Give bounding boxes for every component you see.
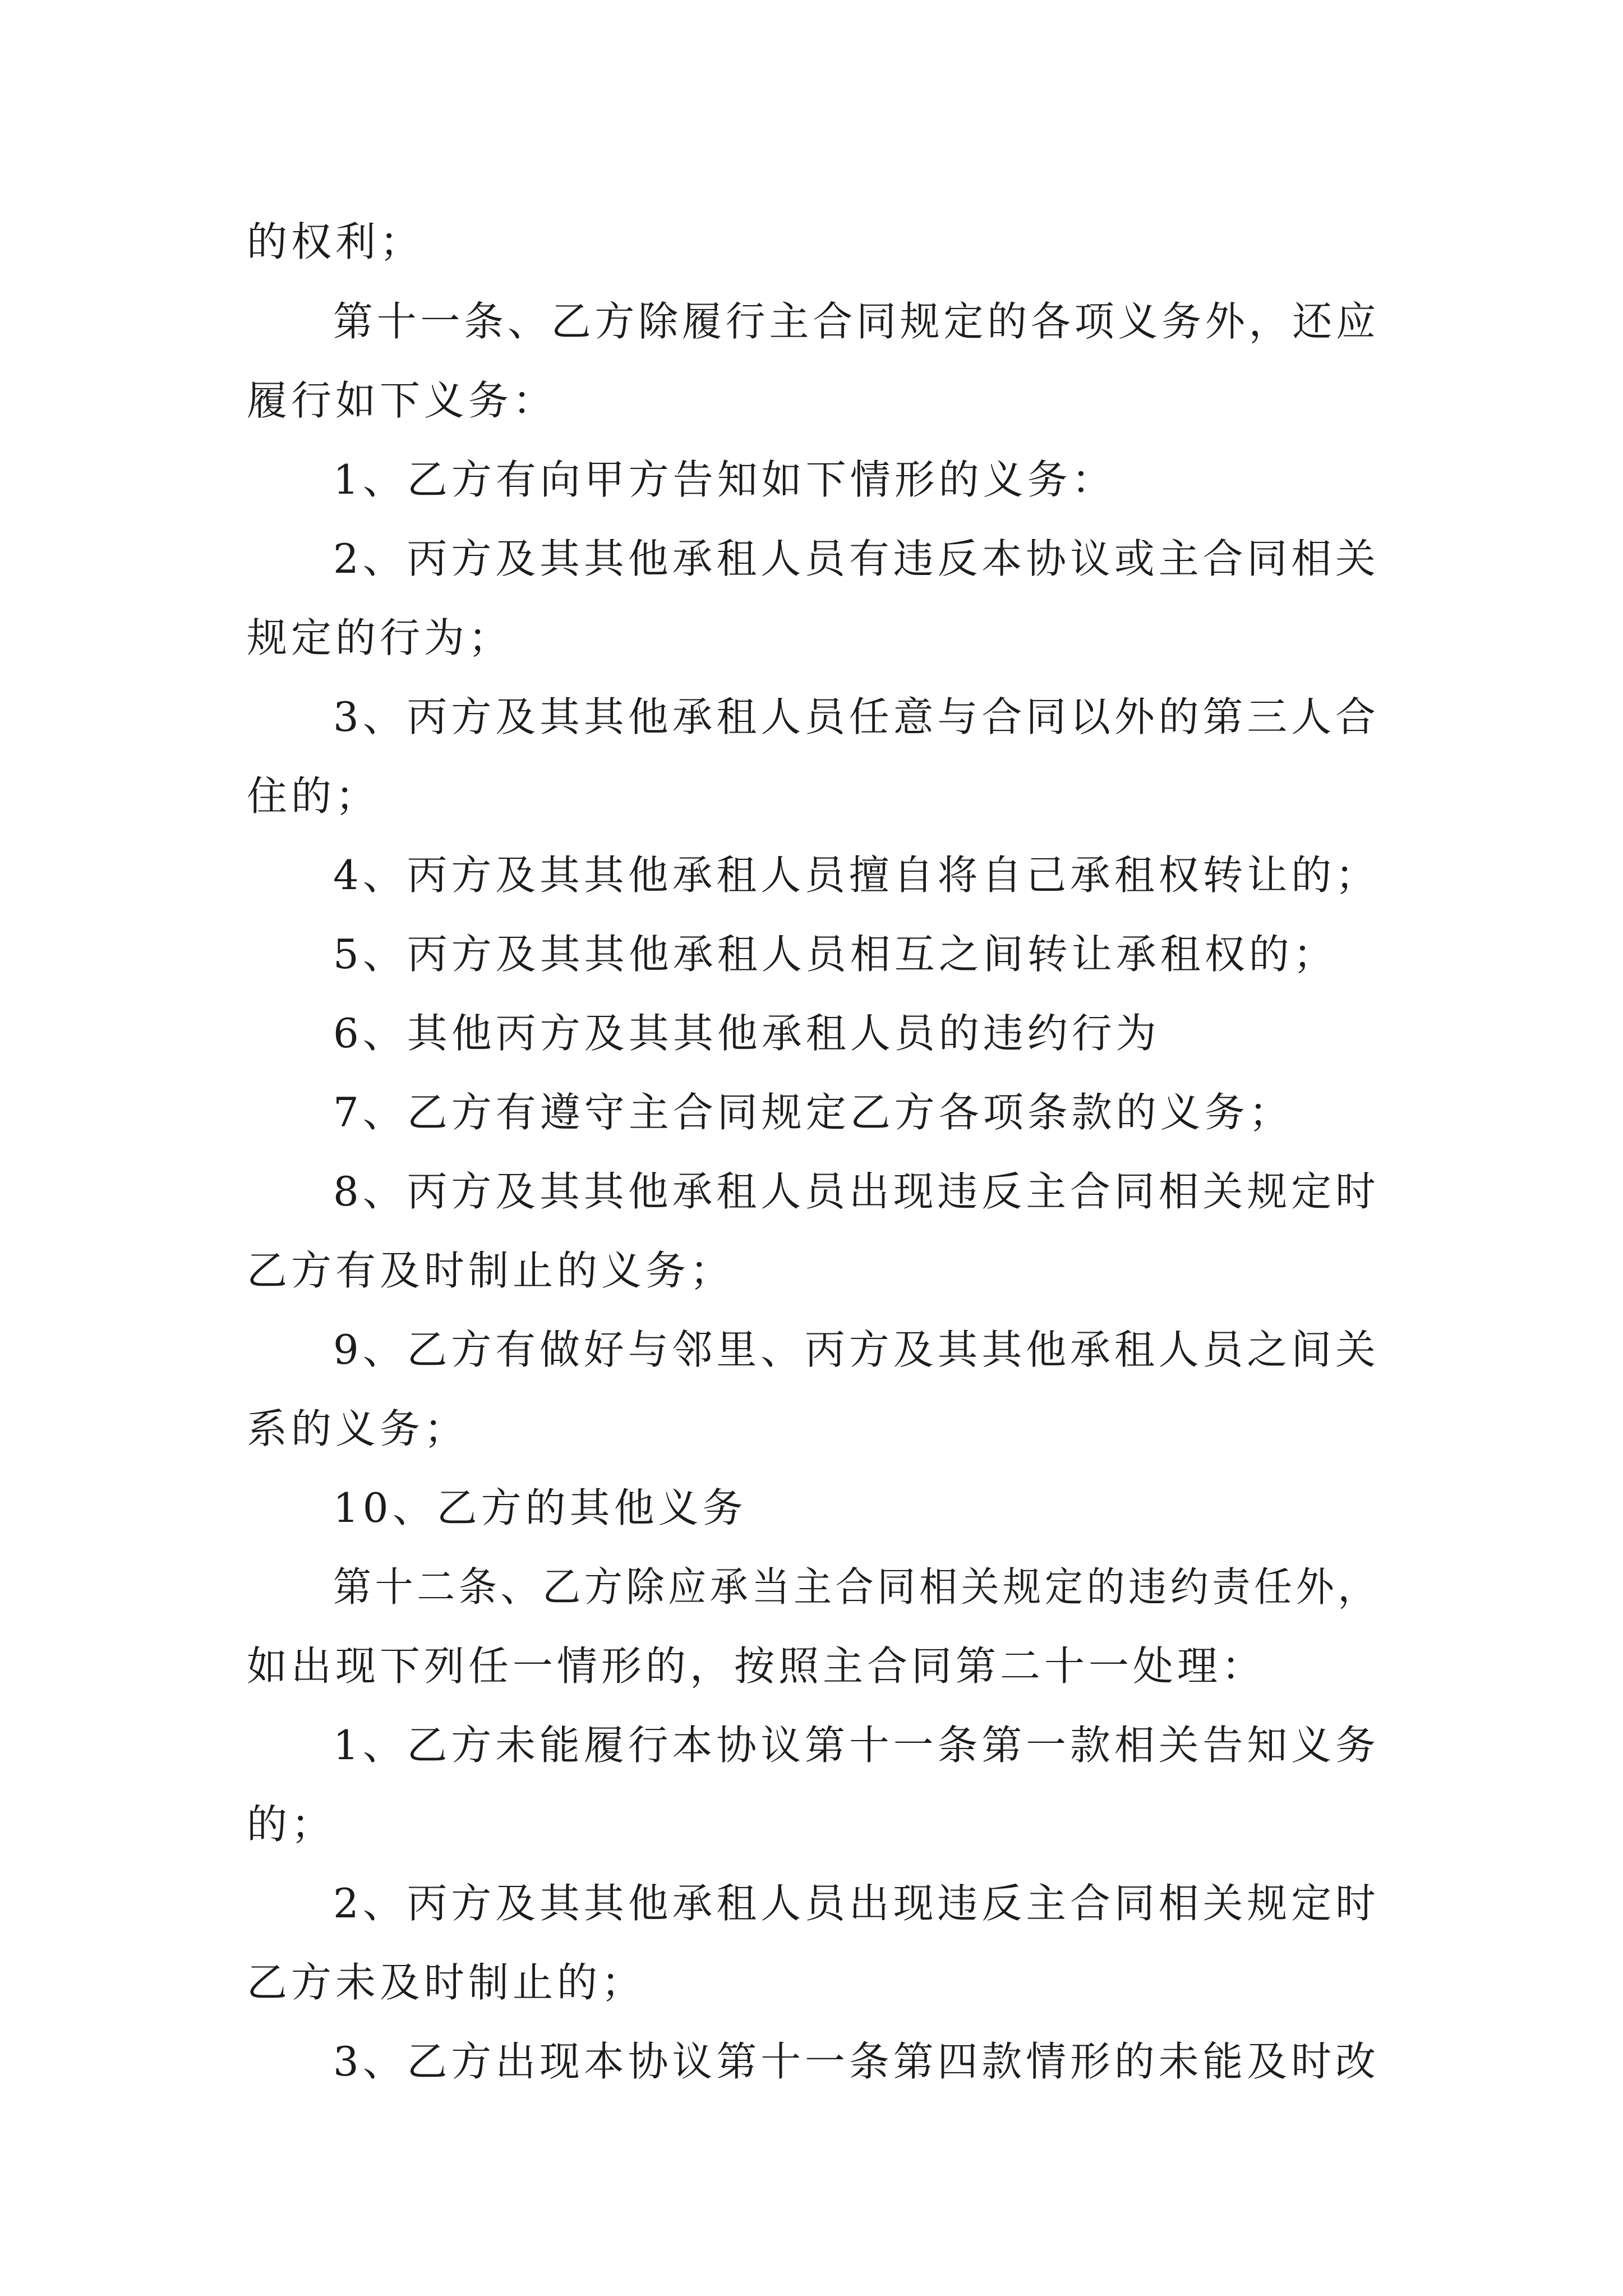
clause-11-item-5: 5、丙方及其其他承租人员相互之间转让承租权的；	[333, 931, 1338, 978]
clause-11-item-4: 4、丙方及其其他承租人员擅自将自己承租权转让的；	[333, 852, 1380, 899]
clause-11-item-6: 6、其他丙方及其其他承租人员的违约行为	[333, 1010, 1160, 1057]
clause-11-item-7: 7、乙方有遵守主合同规定乙方各项条款的义务；	[333, 1089, 1293, 1136]
clause-12-item-2: 2、丙方及其其他承租人员出现违反主合同相关规定时	[333, 1880, 1380, 1927]
text-line-continuation: 乙方未及时制止的；	[247, 1959, 646, 2006]
text-line-continuation: 履行如下义务：	[247, 377, 557, 424]
text-line-continuation: 系的义务；	[247, 1405, 469, 1452]
clause-11-item-9: 9、乙方有做好与邻里、丙方及其其他承租人员之间关	[333, 1326, 1380, 1373]
clause-11-item-10: 10、乙方的其他义务	[333, 1484, 747, 1531]
text-line-continuation: 乙方有及时制止的义务；	[247, 1247, 735, 1294]
article-12-heading: 第十二条、乙方除应承当主合同相关规定的违约责任外，	[333, 1563, 1380, 1611]
text-line-continuation: 的；	[247, 1801, 336, 1848]
clause-12-item-3: 3、乙方出现本协议第十一条第四款情形的未能及时改	[333, 2038, 1380, 2085]
article-11-heading: 第十一条、乙方除履行主合同规定的各项义务外，还应	[333, 298, 1380, 345]
clause-11-item-8: 8、丙方及其其他承租人员出现违反主合同相关规定时	[333, 1168, 1380, 1215]
clause-11-item-3: 3、丙方及其其他承租人员任意与合同以外的第三人合	[333, 693, 1380, 740]
text-line-continuation: 规定的行为；	[247, 614, 513, 661]
clause-11-item-2: 2、丙方及其其他承租人员有违反本协议或主合同相关	[333, 535, 1380, 582]
text-line-continuation: 住的；	[247, 772, 380, 820]
text-line-continuation: 的权利；	[247, 218, 425, 265]
clause-12-item-1: 1、乙方未能履行本协议第十一条第一款相关告知义务	[333, 1722, 1380, 1769]
clause-11-item-1: 1、乙方有向甲方告知如下情形的义务：	[333, 456, 1116, 503]
text-line-continuation: 如出现下列任一情形的，按照主合同第二十一处理：	[247, 1642, 1266, 1690]
